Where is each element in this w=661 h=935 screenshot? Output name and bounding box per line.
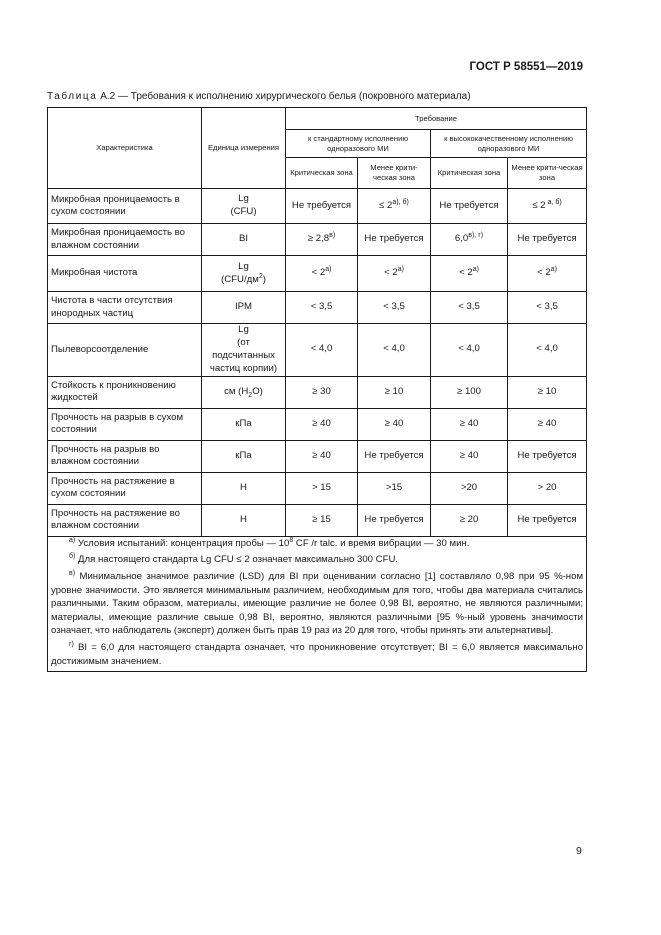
value-cell: ≥ 40	[286, 408, 358, 440]
unit-cell: Н	[202, 504, 286, 536]
footnote-b: $^{б)}$ Для настоящего стандарта Lg CFU ≤ 2 означает максимально 300 CFU.	[69, 553, 399, 566]
table-row	[48, 408, 587, 440]
header-characteristic: Характеристика	[48, 108, 202, 189]
value-cell: >15	[358, 472, 431, 504]
unit-cell: BI	[202, 224, 286, 256]
value-cell: ≥ 30	[286, 376, 358, 408]
value-cell: ≥ 40	[508, 408, 587, 440]
value-cell: ≥ 40	[286, 440, 358, 472]
unit-cell: Lg $(CFU/дм^2)$	[202, 256, 286, 292]
characteristic-cell: Микробная чистота	[48, 256, 202, 292]
value-cell: ≥ 20	[431, 504, 508, 536]
caption-prefix: Таблица	[47, 91, 98, 102]
value-cell: > 20	[508, 472, 587, 504]
header-high-quality: к высококачественному исполнению одноразового МИ	[431, 130, 587, 158]
characteristic-cell: Прочность на растяжение во влажном состоянии	[48, 504, 202, 536]
value-cell: < 4,0	[358, 324, 431, 377]
table-row	[48, 256, 587, 292]
value-cell: < $2^{а)}$	[286, 256, 358, 292]
value-cell: Не требуется	[358, 504, 431, 536]
header-critical-zone: Критическая зона	[431, 158, 508, 189]
value-cell: < 3,5	[286, 292, 358, 324]
header-standard: к стандартному исполнению одноразового МИ	[286, 130, 431, 158]
table-row	[48, 504, 587, 536]
characteristic-cell: Стойкость к проникновению жидкостей	[48, 376, 202, 408]
requirements-table	[47, 107, 587, 672]
document-code: ГОСТ Р 58551—2019	[469, 61, 583, 73]
value-cell: < 4,0	[286, 324, 358, 377]
table-row	[48, 292, 587, 324]
value-cell: Не требуется	[508, 440, 587, 472]
value-cell: ≤ $2^{а), б)}$	[358, 189, 431, 224]
characteristic-cell: Микробная проницаемость в сухом состоянии	[48, 189, 202, 224]
value-cell: Не требуется	[358, 440, 431, 472]
characteristic-cell: Микробная проницаемость во влажном состоянии	[48, 224, 202, 256]
value-cell: ≤ 2 $^{а, б)}$	[508, 189, 587, 224]
value-cell: Не требуется	[286, 189, 358, 224]
value-cell: Не требуется	[508, 504, 587, 536]
unit-cell: см $(H_2O)$	[202, 376, 286, 408]
header-requirement: Требование	[286, 108, 587, 130]
header-less-critical-zone: Менее крити-ческая зона	[358, 158, 431, 189]
table-row	[48, 324, 587, 377]
unit-cell: кПа	[202, 408, 286, 440]
characteristic-cell: Чистота в части отсутствия инородных частиц	[48, 292, 202, 324]
unit-cell: IPM	[202, 292, 286, 324]
header-unit: Единица измерения	[202, 108, 286, 189]
value-cell: < 3,5	[358, 292, 431, 324]
value-cell: ≥ 10	[358, 376, 431, 408]
value-cell: ≥ $2,8^{в)}$	[286, 224, 358, 256]
value-cell: ≥ 40	[358, 408, 431, 440]
unit-cell: Lg (от подсчитанных частиц корпии)	[202, 324, 286, 377]
footnote-g: $^{г)}$ BI = 6,0 для настоящего стандарта означает, что проникновение отсутствует; BI = 6,0 является максимально достижимым значением.	[51, 640, 584, 667]
value-cell: >20	[431, 472, 508, 504]
value-cell: < 4,0	[508, 324, 587, 377]
value-cell: $6,0^{в), г)}$	[431, 224, 508, 256]
value-cell: Не требуется	[358, 224, 431, 256]
unit-cell: Lg (CFU)	[202, 189, 286, 224]
value-cell: Не требуется	[431, 189, 508, 224]
characteristic-cell: Пылеворсоотделение	[48, 324, 202, 377]
value-cell: < 3,5	[431, 292, 508, 324]
value-cell: ≥ 100	[431, 376, 508, 408]
value-cell: < 3,5	[508, 292, 587, 324]
value-cell: ≥ 40	[431, 408, 508, 440]
value-cell: Не требуется	[508, 224, 587, 256]
table-row	[48, 224, 587, 256]
characteristic-cell: Прочность на растяжение в сухом состоянии	[48, 472, 202, 504]
value-cell: < 4,0	[431, 324, 508, 377]
characteristic-cell: Прочность на разрыв в сухом состоянии	[48, 408, 202, 440]
footnote-v: $^{в)}$ Минимальное значимое различие (LSD) для BI при оценивании согласно [1] составляло 0,98 при 95 %-ном уровне значимости. Это является минимальным различием, необходимым для того, чтобы два материала считались различными. Таким образом, материалы, имеющие различие не более 0,98 BI, вероятно, не являются различными; материалы, имеющие различие свыше 0,98 BI, вероятно, являются различными [95 %-ный уровень значимости означает, что наблюдатель (эксперт) должен быть прав 19 раз из 20 для того, чтобы принять эти альтернативы].	[51, 569, 584, 637]
table-row	[48, 440, 587, 472]
table-row	[48, 189, 587, 224]
table-row	[48, 376, 587, 408]
value-cell: ≥ 15	[286, 504, 358, 536]
header-critical-zone: Критическая зона	[286, 158, 358, 189]
table-caption	[47, 91, 471, 102]
value-cell: < $2^{а)}$	[358, 256, 431, 292]
caption-text: А.2 — Требования к исполнению хирургического белья (покровного материала)	[97, 91, 471, 102]
unit-cell: кПа	[202, 440, 286, 472]
value-cell: < $2^{а)}$	[508, 256, 587, 292]
table-footnotes	[48, 536, 587, 671]
characteristic-cell: Прочность на разрыв во влажном состоянии	[48, 440, 202, 472]
value-cell: ≥ 10	[508, 376, 587, 408]
value-cell: ≥ 40	[431, 440, 508, 472]
value-cell: < $2^{а)}$	[431, 256, 508, 292]
unit-cell: Н	[202, 472, 286, 504]
footnote-a: $^{а)}$ Условия испытаний: концентрация пробы — $10^8$ CF /r talc. и время вибрации — 30 мин.	[69, 536, 470, 549]
value-cell: > 15	[286, 472, 358, 504]
page-number: 9	[576, 845, 582, 857]
table-row	[48, 472, 587, 504]
header-less-critical-zone: Менее крити-ческая зона	[508, 158, 587, 189]
